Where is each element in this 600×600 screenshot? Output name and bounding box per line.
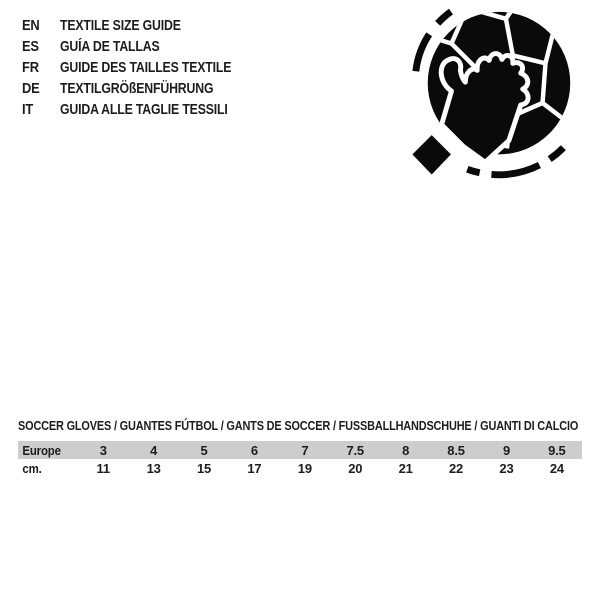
europe-size-cell: 4 — [150, 442, 158, 458]
language-code: ES — [22, 38, 39, 55]
cm-size-cell: 22 — [449, 460, 464, 476]
language-code: FR — [22, 59, 39, 76]
europe-size-cell: 7.5 — [346, 442, 364, 458]
language-label: GUÍA DE TALLAS — [60, 38, 160, 55]
language-code: IT — [22, 101, 34, 118]
cm-size-cell: 24 — [549, 460, 564, 476]
language-label: TEXTILGRÖßENFÜHRUNG — [60, 80, 214, 97]
cm-size-cell: 23 — [499, 460, 514, 476]
language-row-fr — [22, 57, 269, 78]
europe-size-cell: 7 — [301, 442, 309, 458]
cm-size-cell: 11 — [96, 460, 110, 476]
europe-size-cell: 3 — [99, 442, 107, 458]
cm-size-cell: 19 — [297, 460, 312, 476]
language-code: DE — [22, 80, 40, 97]
language-row-en — [22, 15, 269, 36]
cm-size-cell: 20 — [348, 460, 363, 476]
cm-size-cell: 17 — [247, 460, 262, 476]
europe-size-cell: 8 — [402, 442, 410, 458]
language-label: GUIDE DES TAILLES TEXTILE — [60, 59, 232, 76]
language-code: EN — [22, 17, 40, 34]
size-table — [18, 441, 582, 477]
europe-size-cell: 5 — [200, 442, 208, 458]
language-title-list — [22, 15, 269, 120]
europe-size-cell: 6 — [250, 442, 258, 458]
language-label: TEXTILE SIZE GUIDE — [60, 17, 181, 34]
europe-size-cell: 9.5 — [548, 442, 566, 458]
language-label: GUIDA ALLE TAGLIE TESSILI — [60, 101, 228, 118]
row-label-europe: Europe — [22, 442, 61, 458]
cm-size-cell: 13 — [146, 460, 161, 476]
cm-size-cell: 15 — [196, 460, 212, 476]
europe-size-cell: 8.5 — [447, 442, 465, 458]
europe-size-cell: 9 — [502, 442, 510, 458]
size-table-title: SOCCER GLOVES / GUANTES FÚTBOL / GANTS DE SOCCER / FUSSBALLHANDSCHUHE / GUANTI DI CALCIO — [18, 418, 579, 433]
language-row-it — [22, 99, 269, 120]
language-row-es — [22, 36, 269, 57]
size-table-row-cm — [18, 459, 582, 477]
goalkeeper-glove-soccer-ball-icon — [398, 0, 596, 192]
row-label-cm: cm. — [22, 460, 42, 476]
glove-cuff — [409, 132, 455, 179]
cm-size-cell: 21 — [398, 460, 413, 476]
size-table-row-europe — [18, 441, 582, 459]
language-row-de — [22, 78, 269, 99]
